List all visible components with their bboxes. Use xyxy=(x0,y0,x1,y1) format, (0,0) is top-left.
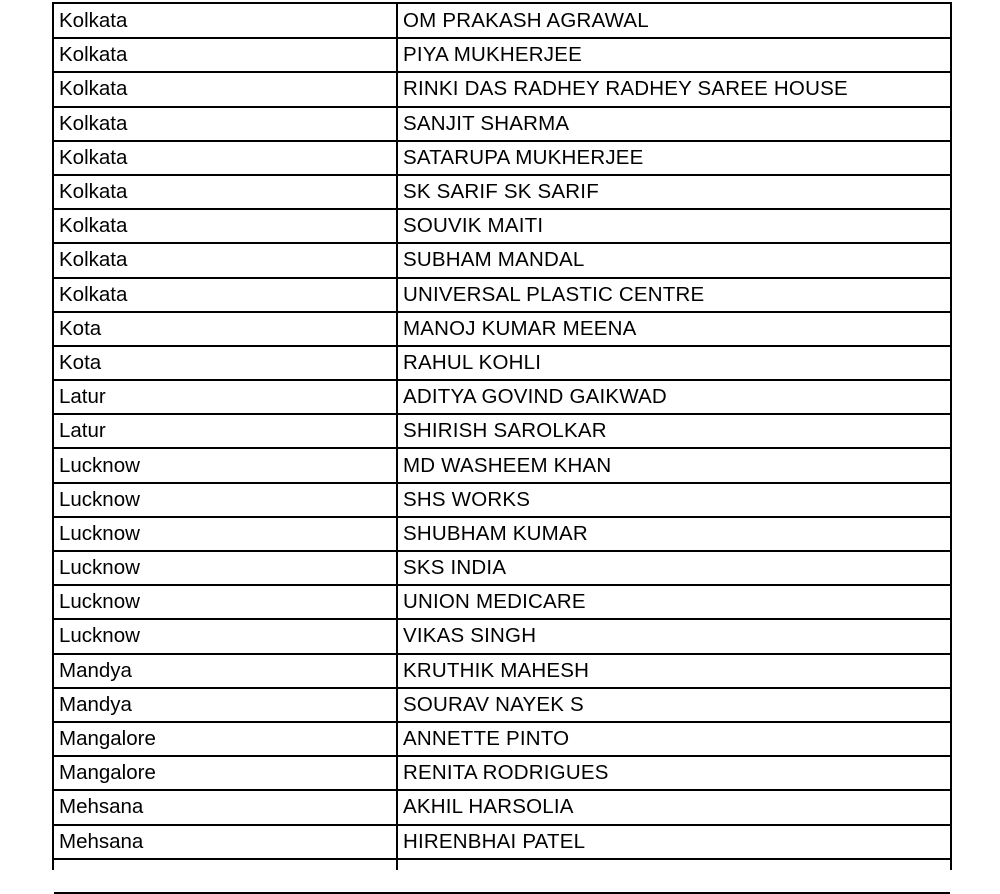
table-row xyxy=(54,346,950,380)
city-cell[interactable]: Kolkata xyxy=(54,243,398,277)
name-cell[interactable]: SKS INDIA xyxy=(398,551,950,585)
city-cell[interactable]: Kolkata xyxy=(54,72,398,106)
city-cell[interactable]: Kota xyxy=(54,346,398,380)
name-cell[interactable]: OM PRAKASH AGRAWAL xyxy=(398,4,950,38)
table-row xyxy=(54,380,950,414)
name-cell[interactable]: SOUVIK MAITI xyxy=(398,209,950,243)
name-cell[interactable]: SANJIT SHARMA xyxy=(398,107,950,141)
city-cell[interactable]: Lucknow xyxy=(54,483,398,517)
name-cell[interactable]: SK SARIF SK SARIF xyxy=(398,175,950,209)
name-cell[interactable]: SHUBHAM KUMAR xyxy=(398,517,950,551)
name-cell[interactable]: RAHUL KOHLI xyxy=(398,346,950,380)
city-cell[interactable]: Latur xyxy=(54,414,398,448)
city-name-table xyxy=(54,4,950,894)
name-cell[interactable]: RINKI DAS RADHEY RADHEY SAREE HOUSE xyxy=(398,72,950,106)
city-cell[interactable]: Lucknow xyxy=(54,517,398,551)
city-cell[interactable]: Mehsana xyxy=(54,825,398,859)
city-cell[interactable]: Lucknow xyxy=(54,585,398,619)
table-row xyxy=(54,141,950,175)
city-cell[interactable]: Kolkata xyxy=(54,4,398,38)
name-cell[interactable]: SUBHAM MANDAL xyxy=(398,243,950,277)
name-cell[interactable]: ANNETTE PINTO xyxy=(398,722,950,756)
city-cell[interactable]: Kolkata xyxy=(54,278,398,312)
city-cell[interactable]: Lucknow xyxy=(54,448,398,482)
table-row xyxy=(54,517,950,551)
table-body xyxy=(54,4,950,893)
city-cell[interactable]: Kolkata xyxy=(54,107,398,141)
table-row xyxy=(54,483,950,517)
table-row xyxy=(54,654,950,688)
city-cell[interactable]: Lucknow xyxy=(54,551,398,585)
name-cell[interactable]: UNIVERSAL PLASTIC CENTRE xyxy=(398,278,950,312)
table-row xyxy=(54,4,950,38)
city-cell[interactable]: Mandya xyxy=(54,688,398,722)
city-cell[interactable]: Mandya xyxy=(54,654,398,688)
table-row xyxy=(54,278,950,312)
name-cell[interactable]: SHS WORKS xyxy=(398,483,950,517)
name-cell[interactable]: VIKAS SINGH xyxy=(398,619,950,653)
name-cell[interactable]: SATARUPA MUKHERJEE xyxy=(398,141,950,175)
name-cell[interactable]: KRUTHIK MAHESH xyxy=(398,654,950,688)
city-cell[interactable]: Lucknow xyxy=(54,619,398,653)
name-cell[interactable] xyxy=(398,859,950,893)
table-row xyxy=(54,312,950,346)
table-row xyxy=(54,619,950,653)
table-row xyxy=(54,448,950,482)
table-row xyxy=(54,175,950,209)
city-cell[interactable]: Latur xyxy=(54,380,398,414)
table-row xyxy=(54,790,950,824)
table-row xyxy=(54,38,950,72)
name-cell[interactable]: ADITYA GOVIND GAIKWAD xyxy=(398,380,950,414)
name-cell[interactable]: SHIRISH SAROLKAR xyxy=(398,414,950,448)
city-cell[interactable] xyxy=(54,859,398,893)
data-sheet xyxy=(52,2,952,870)
name-cell[interactable]: SOURAV NAYEK S xyxy=(398,688,950,722)
city-cell[interactable]: Kolkata xyxy=(54,209,398,243)
city-cell[interactable]: Mehsana xyxy=(54,790,398,824)
table-row xyxy=(54,585,950,619)
name-cell[interactable]: MD WASHEEM KHAN xyxy=(398,448,950,482)
table-row xyxy=(54,107,950,141)
table-row xyxy=(54,551,950,585)
city-cell[interactable]: Mangalore xyxy=(54,722,398,756)
table-row xyxy=(54,414,950,448)
name-cell[interactable]: PIYA MUKHERJEE xyxy=(398,38,950,72)
name-cell[interactable]: UNION MEDICARE xyxy=(398,585,950,619)
city-cell[interactable]: Kota xyxy=(54,312,398,346)
table-row xyxy=(54,688,950,722)
table-row xyxy=(54,209,950,243)
name-cell[interactable]: MANOJ KUMAR MEENA xyxy=(398,312,950,346)
table-row xyxy=(54,825,950,859)
name-cell[interactable]: RENITA RODRIGUES xyxy=(398,756,950,790)
city-cell[interactable]: Kolkata xyxy=(54,141,398,175)
table-row xyxy=(54,722,950,756)
table-row xyxy=(54,72,950,106)
table-row xyxy=(54,859,950,893)
name-cell[interactable]: AKHIL HARSOLIA xyxy=(398,790,950,824)
table-row xyxy=(54,756,950,790)
table-row xyxy=(54,243,950,277)
name-cell[interactable]: HIRENBHAI PATEL xyxy=(398,825,950,859)
city-cell[interactable]: Kolkata xyxy=(54,38,398,72)
city-cell[interactable]: Mangalore xyxy=(54,756,398,790)
city-cell[interactable]: Kolkata xyxy=(54,175,398,209)
